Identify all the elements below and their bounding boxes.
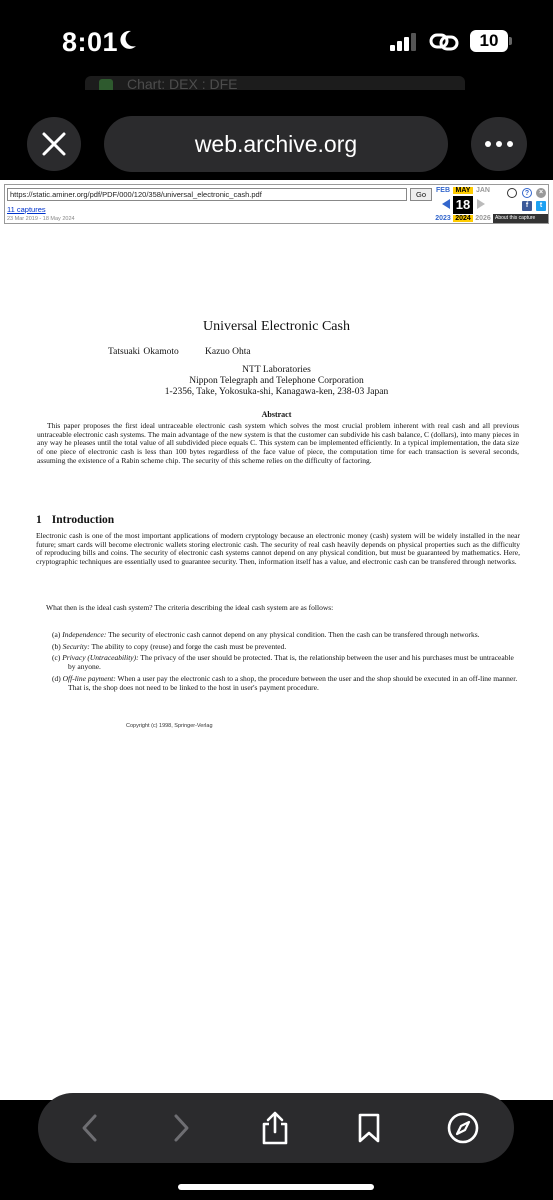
list-item: (d) Off-line payment: When a user pay the electronic cash to a shop, the procedure between the user and the shop should be executed in an off-line manner. That is, the shop does not need to be linked to the host in user's payment procedure. <box>52 673 518 692</box>
abstract-text: This paper proposes the first ideal untraceable electronic cash system which solves the most crucial problem inherent with real cash and all previous untraceable electronic cash systems. The main advantage of the new system is that the customer can subdivide his cash balance, C (dollars), into many pieces in any way he pleases until the total value of all subdivided piece equals C. This system can be implemented efficiently. In a typical implementation, the data size of one piece of electronic cash is less than 100 bytes regardless of the face value of piece, the computation time for each transaction is several seconds, assuming the existence of a Rabin scheme chip. The security of this scheme relies on the difficulty of factoring. <box>37 421 519 465</box>
more-icon-dot <box>507 141 513 147</box>
wayback-about-capture[interactable]: About this capture <box>493 214 548 223</box>
abstract-heading: Abstract <box>261 410 292 419</box>
link-icon <box>429 30 459 54</box>
wayback-current-year: 2024 <box>453 215 473 222</box>
background-tab[interactable] <box>85 76 465 90</box>
forward-button[interactable] <box>159 1106 203 1150</box>
close-button[interactable] <box>27 117 81 171</box>
more-button[interactable] <box>471 117 527 171</box>
wayback-close-icon[interactable]: × <box>536 188 546 198</box>
copyright-notice: Copyright (c) 1998, Springer-Verlag <box>126 723 213 729</box>
wayback-prev-year[interactable]: 2023 <box>435 215 451 222</box>
web-page <box>0 180 553 1100</box>
wayback-next-month: JAN <box>475 187 490 194</box>
author-2: Kazuo Ohta <box>205 347 251 357</box>
forward-icon <box>170 1113 192 1143</box>
cellular-signal-icon <box>390 33 420 51</box>
section-heading <box>36 514 114 526</box>
url-text: web.archive.org <box>194 130 358 157</box>
url-bar[interactable] <box>104 116 448 172</box>
bookmarks-button[interactable] <box>347 1106 391 1150</box>
section-number: 1 <box>36 514 42 526</box>
affiliation-line-3: 1-2356, Take, Yokosuka-shi, Kanagawa-ken, 238-03 Japan <box>164 387 389 397</box>
home-indicator[interactable] <box>178 1184 374 1190</box>
affiliation-line-1: NTT Laboratories <box>242 365 311 375</box>
paper-title: Universal Electronic Cash <box>203 319 350 334</box>
wayback-capture-range: 23 Mar 2019 - 18 May 2024 <box>7 216 75 222</box>
facebook-icon[interactable]: f <box>522 201 532 211</box>
wayback-url-input[interactable]: https://static.aminer.org/pdf/PDF/000/120/358/universal_electronic_cash.pdf <box>7 188 407 201</box>
back-icon <box>79 1113 101 1143</box>
bookmarks-icon <box>356 1112 382 1144</box>
battery-nub <box>509 37 512 45</box>
wayback-prev-month[interactable]: FEB <box>436 187 450 194</box>
twitter-icon[interactable]: t <box>536 201 546 211</box>
wayback-next-arrow-icon <box>477 199 485 209</box>
author-1: Tatsuaki Okamoto <box>108 347 179 357</box>
bottom-toolbar <box>38 1093 514 1163</box>
wayback-current-day: 18 <box>453 196 473 214</box>
intro-paragraph: Electronic cash is one of the most important applications of modern cryptology because an electronic money (cash) system will be widely installed in the near future; smart cards will become electronic wallets storing electronic cash. The security of real cash heavily depends on physical properties such as the difficulty of reproducing bills and coins. The security of electronic cash systems cannot depend on any physical condition, but must be guaranteed by mathematics. Here, cryptographic techniques are essentially used to guarantee security. Then, information itself has a value, and electronic cash can be transfered through networks. <box>36 531 520 567</box>
intro-paragraph-2: What then is the ideal cash system? The criteria describing the ideal cash system are as follows: <box>46 603 334 612</box>
wayback-prev-arrow-icon[interactable] <box>442 199 450 209</box>
list-item: (c) Privacy (Untraceability): The privacy of the user should be protected. That is, the relationship between the user and his purchases must be untraceable by anyone. <box>52 653 514 672</box>
wayback-toolbar <box>4 184 549 224</box>
wayback-current-month: MAY <box>453 187 473 194</box>
status-time: 8:01 <box>62 27 119 57</box>
wayback-go-button[interactable]: Go <box>410 188 432 201</box>
wayback-user-icon[interactable] <box>507 188 517 198</box>
section-title: Introduction <box>51 514 115 526</box>
moon-icon <box>118 29 138 51</box>
affiliation-line-2: Nippon Telegraph and Telephone Corporation <box>189 376 364 386</box>
criteria-list <box>52 631 520 695</box>
wayback-next-year: 2026 <box>475 215 491 222</box>
background-tab-title: Chart: DEX : DFE <box>127 76 238 90</box>
more-icon-dot <box>496 141 502 147</box>
status-bar <box>0 0 553 80</box>
close-icon <box>41 131 67 157</box>
list-item: (b) Security: The ability to copy (reuse) and forge the cash must be prevented. <box>52 641 287 651</box>
back-button[interactable] <box>68 1106 112 1150</box>
wayback-captures-link[interactable]: 11 captures <box>7 205 46 214</box>
share-icon <box>259 1110 291 1146</box>
share-button[interactable] <box>253 1106 297 1150</box>
battery-icon: 10 <box>470 30 508 52</box>
more-icon-dot <box>485 141 491 147</box>
wayback-help-icon[interactable]: ? <box>522 188 532 198</box>
list-item: (a) Independence: The security of electronic cash cannot depend on any physical condition. Then the cash can be transfered through networks. <box>52 630 480 639</box>
compass-button[interactable] <box>441 1106 485 1150</box>
tab-favicon-icon <box>99 79 113 90</box>
compass-icon <box>446 1111 480 1145</box>
